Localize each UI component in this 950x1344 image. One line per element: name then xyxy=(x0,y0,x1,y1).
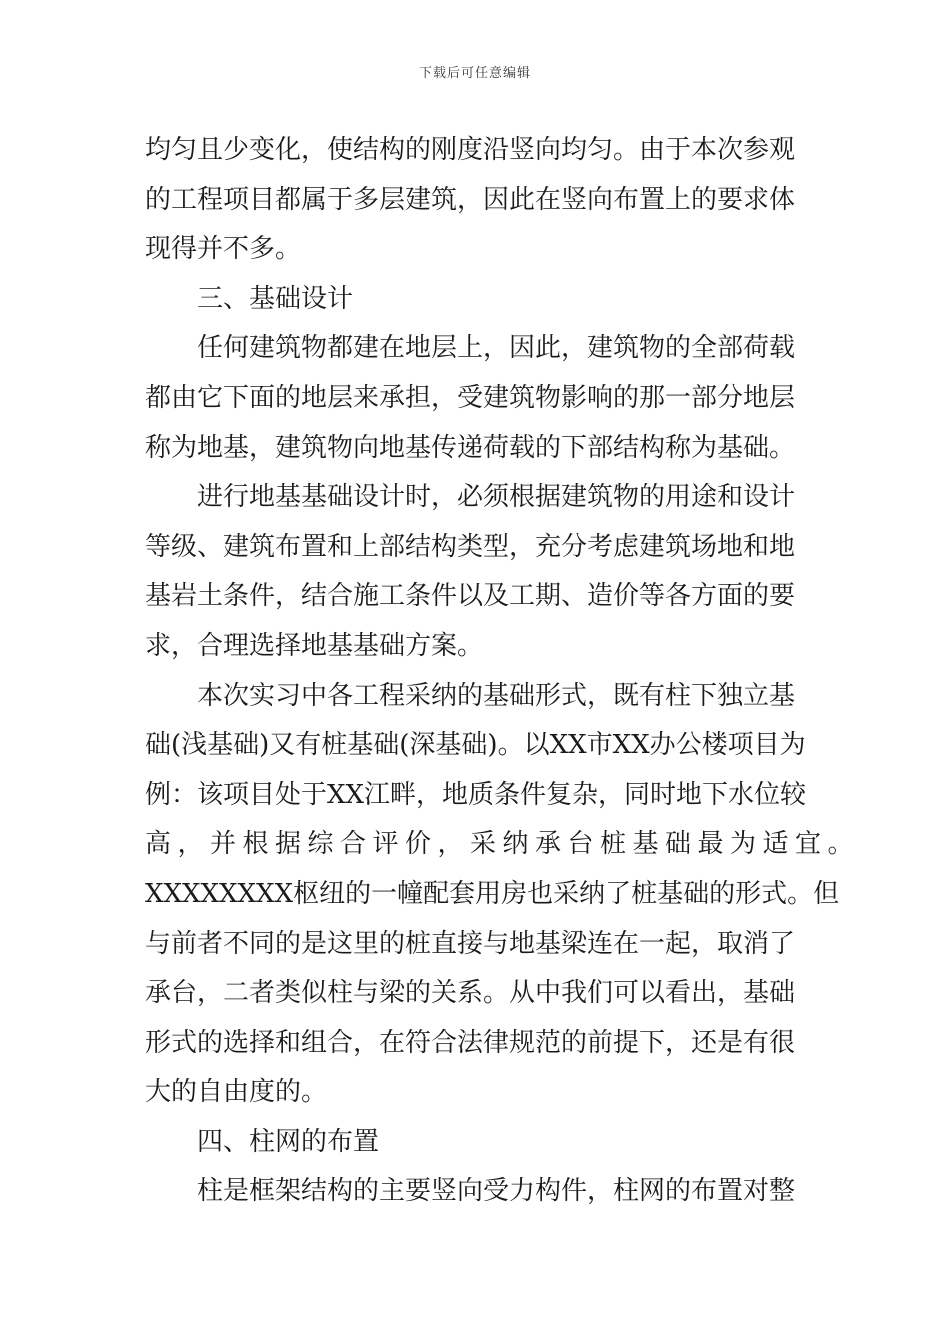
body-text-line: 础(浅基础)又有桩基础(深基础)。以XX市XX办公楼项目为 xyxy=(145,730,806,761)
body-text-line: 本次实习中各工程采纳的基础形式，既有柱下独立基 xyxy=(197,680,796,711)
body-text-line: 例：该项目处于XX江畔，地质条件复杂，同时地下水位较 xyxy=(145,779,807,810)
body-text-line: 称为地基，建筑物向地基传递荷载的下部结构称为基础。 xyxy=(145,432,796,463)
document-body xyxy=(145,126,861,1217)
body-text-line: 柱是框架结构的主要竖向受力构件，柱网的布置对整 xyxy=(197,1176,796,1207)
body-text-line: 任何建筑物都建在地层上，因此，建筑物的全部荷载 xyxy=(197,333,796,364)
section-heading: 三、基础设计 xyxy=(197,283,354,314)
body-text-line: 都由它下面的地层来承担，受建筑物影响的那一部分地层 xyxy=(145,382,796,413)
body-text-line: 等级、建筑布置和上部结构类型，充分考虑建筑场地和地 xyxy=(145,531,796,562)
body-text-line: 进行地基基础设计时，必须根据建筑物的用途和设计 xyxy=(197,482,796,513)
body-text-line: 与前者不同的是这里的桩直接与地基梁连在一起，取消了 xyxy=(145,928,796,959)
body-text-line: 现得并不多。 xyxy=(145,234,302,265)
body-text-line: 均匀且少变化，使结构的刚度沿竖向均匀。由于本次参观 xyxy=(145,135,796,165)
body-text-line: 的工程项目都属于多层建筑，因此在竖向布置上的要求体 xyxy=(145,184,796,215)
section-heading: 四、柱网的布置 xyxy=(197,1126,380,1157)
body-text-line: XXXXXXXX枢纽的一幢配套用房也采纳了桩基础的形式。但 xyxy=(145,878,840,909)
body-text-line: 大的自由度的。 xyxy=(145,1077,328,1108)
body-text-line: 承台，二者类似柱与梁的关系。从中我们可以看出，基础 xyxy=(145,978,796,1009)
page-header: 下载后可任意编辑 xyxy=(418,66,531,81)
body-text-line: 基岩土条件，结合施工条件以及工期、造价等各方面的要 xyxy=(145,581,796,612)
body-text-line: 形式的选择和组合，在符合法律规范的前提下，还是有很 xyxy=(145,1027,796,1058)
body-text-line: 高，并根据综合评价，采纳承台桩基础最为适宜。 xyxy=(145,829,861,860)
body-text-line: 求，合理选择地基基础方案。 xyxy=(145,630,484,661)
